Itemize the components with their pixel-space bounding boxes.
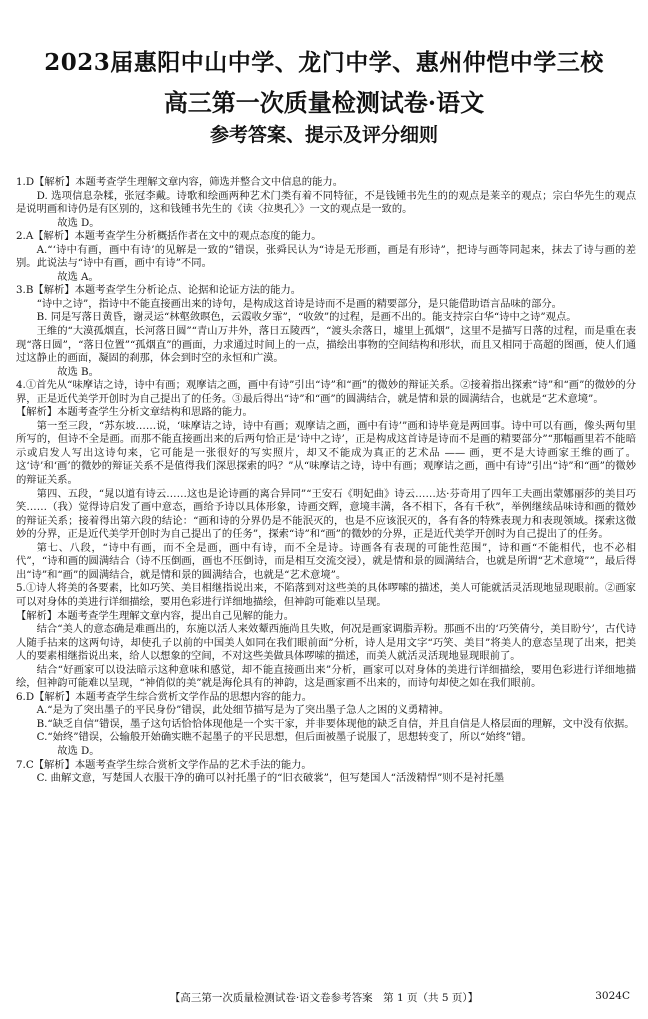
paragraph: 4.①首先从“味摩诘之诗，诗中有画；观摩诘之画，画中有诗”引出“诗”和“画”的微妙的辩证关系。②接着指出探索“诗”和“画”的微妙的分界，正是近代美学开创时为自己提出了的任务。③最后得出“诗”和“画”的圆满结合，就是情和景的圆满结合，也就是“艺术意境”。: [16, 379, 636, 405]
paragraph: 故选 B。: [57, 365, 99, 378]
title-line-1: 2023届惠阳中山中学、龙门中学、惠州仲恺中学三校: [44, 49, 604, 76]
title-line-2: 高三第一次质量检测试卷·语文: [163, 88, 485, 117]
paragraph: 第一至三段，“苏东坡……说，‘味摩诘之诗，诗中有画；观摩诘之画，画中有诗’”画和诗毕竟是两回事。诗中可以有画，像头两句里所写的，但诗不全是画。而那不能直接画出来的后两句恰正是‘诗中之诗’，正是构成这首诗是诗而不是画的精要部分”“那幅画里若不能暗示或启发人写出这诗句来，它可能是一张很好的写实照片，却又不能成为真正的艺术品 —— 画，更不是大诗画家王维的画了。这‘诗’和‘画’的微妙的辩证关系不是值得我们深思探索的吗？”从“味摩诘之诗，诗中有画；观摩诘之画，画中有诗”引出“诗”和“画”的微妙的辩证关系。: [16, 419, 636, 487]
paragraph: 王维的“大漠孤烟直，长河落日圆”“青山万井外，落日五陵西”，“渡头余落日，墟里上孤烟”，这里不是描写日落的过程，而是重在表现“落日圆”，“落日位置”“孤烟直”的画面，力求通过时间上的一点，描绘出事物的空间结构和形状，而且又相同于高超的图画，使人们通过这静止的画面，凝固的刹那，体会到时空的永恒和广漠。: [16, 325, 636, 365]
paragraph: 结合“美人的意态确是难画出的，东施以活人来效颦西施尚且失败，何况是画家调脂弄粉。那画不出的‘巧笑倩兮，美目盼兮’，古代诗人随手拈来的这两句诗，却使孔子以前的中国美人如同在我们眼前面”分析，诗人是用文字“巧笑、美目”将美人的意态呈现了出来，把美人的要素相继指说出来，给人以想象的空间，不对这些美做具体啰嗦的描述，而美人就活灵活现地显现眼前了。: [16, 623, 636, 663]
paragraph: 1.D【解析】本题考查学生理解文章内容，筛选并整合文中信息的能力。: [16, 176, 343, 188]
title-line-3: 参考答案、提示及评分细则: [209, 124, 438, 146]
paragraph: B. 同是写落日黄昏，谢灵运“林壑敛暝色，云霞收夕霏”，“收敛”的过程，是画不出的。能支持宗白华“诗中之诗”观点。: [36, 311, 577, 324]
paragraph: 7.C【解析】本题考查学生综合赏析文学作品的艺术手法的能力。: [16, 758, 312, 771]
paragraph: 故选 D。: [57, 216, 100, 229]
paragraph: “诗中之诗”，指诗中不能直接画出来的诗句，是构成这首诗是诗而不是画的精要部分，是只能借助语言品味的部分。: [36, 297, 562, 310]
paragraph: 第七、八段，“诗中有画，而不全是画，画中有诗，而不全是诗。诗画各有表现的可能性范围”，诗和画“不能相代，也不必相代”，“诗和画的圆满结合（诗不压倒画，画也不压倒诗，而是相互交流交浸），就是情和景的圆满结合，也就是所谓“艺术意境””，最后得出“诗”和“画”的圆满结合，就是情和景的圆满结合，也就是“艺术意境”。: [16, 541, 636, 581]
paragraph: C.“始终”错误，公输般开始确实瞧不起墨子的平民思想，但后面被墨子说服了，思想转变了，所以“始终”错。: [36, 731, 532, 744]
paragraph: 第四、五段，“晁以道有诗云……这也是论诗画的离合异同”“王安石《明妃曲》诗云……达·芬奇用了四年工夫画出蒙娜丽莎的美目巧笑……（我）觉得诗启发了画中意态，画给予诗以具体形象，诗画交辉，意境丰满，各不相下，各有千秋”，举例继续品味诗和画的微妙的辩证关系；接着得出第六段的结论：“画和诗的分界仍是不能泯灭的，也是不应该泯灭的，各有各的特殊表现力和表现领域。探索这微妙的分界，正是近代美学开创时为自己提出了的任务”，探索“诗”和“画”的微妙的分界，正是近代美学开创时为自己提出了的任务。: [16, 487, 636, 541]
paragraph: 2.A【解析】本题考查学生分析概括作者在文中的观点态度的能力。: [16, 230, 322, 243]
paragraph: 故选 D。: [57, 744, 100, 757]
paragraph: B.“缺乏自信”错误，墨子这句话恰恰体现他是一个实干家，并非要体现他的缺乏自信，并且自信是人格层面的理解，文中没有依据。: [36, 717, 635, 730]
paragraph: A.“是为了突出墨子的平民身份”错误，此处细节描写是为了突出墨子急人之困的义勇精神。: [36, 704, 450, 717]
paragraph: 【解析】本题考查学生分析文章结构和思路的能力。: [16, 406, 253, 419]
paragraph: 5.①诗人将美的各要素，比如巧笑、美目相继指说出来，不陷落到对这些美的具体啰嗦的描述，美人可能就活灵活现地显现眼前。②画家可以对身体的美进行详细描绘，要用色彩进行详细地描绘，但神韵可能难以呈现。: [16, 582, 636, 608]
paragraph: D. 选项信息杂糅，张冠李戴。诗歌和绘画两种艺术门类有着不同特征，不是钱锺书先生的的观点是莱辛的观点；宗白华先生的观点是说明画和诗仍是有区别的，这和钱锺书先生的《读〈拉奥孔〉》一文的观点是一致的。: [16, 189, 636, 216]
paragraph: A.“‘诗中有画，画中有诗’的见解是一致的”错误，张舜民认为“诗是无形画，画是有形诗”，把诗与画等同起来，抹去了诗与画的差 别。此说法与“诗中有画，画中有诗”不同。: [16, 243, 636, 270]
paragraph: C. 曲解文意，写楚国人衣服干净的确可以衬托墨子的“旧衣破裳”，但写楚国人“活泼精悍”则不是衬托墨: [36, 772, 505, 785]
footer-page-info: 【高三第一次质量检测试卷·语文卷参考答案 第 1 页（共 5 页）】: [169, 992, 479, 1004]
paragraph: 故选 A。: [57, 270, 99, 283]
footer-code: 3024C: [595, 990, 630, 1002]
answer-content: [16, 176, 636, 786]
paragraph: 3.B【解析】本题考查学生分析论点、论据和论证方法的能力。: [16, 284, 302, 297]
paragraph: 结合“好画家可以设法暗示这种意味和感觉，却不能直接画出来”分析，画家可以对身体的美进行详细描绘，要用色彩进行详细地描绘，但神韵可能难以呈现，“神俏似的美”就是海伦具有的神韵，这是画家画不出来的，而诗句却使之如在我们眼前。: [16, 663, 636, 690]
paragraph: 【解析】本题考查学生理解文章内容，提出自己见解的能力。: [16, 609, 295, 622]
paragraph: 6.D【解析】本题考查学生综合赏析文学作品的思想内容的能力。: [16, 690, 313, 703]
